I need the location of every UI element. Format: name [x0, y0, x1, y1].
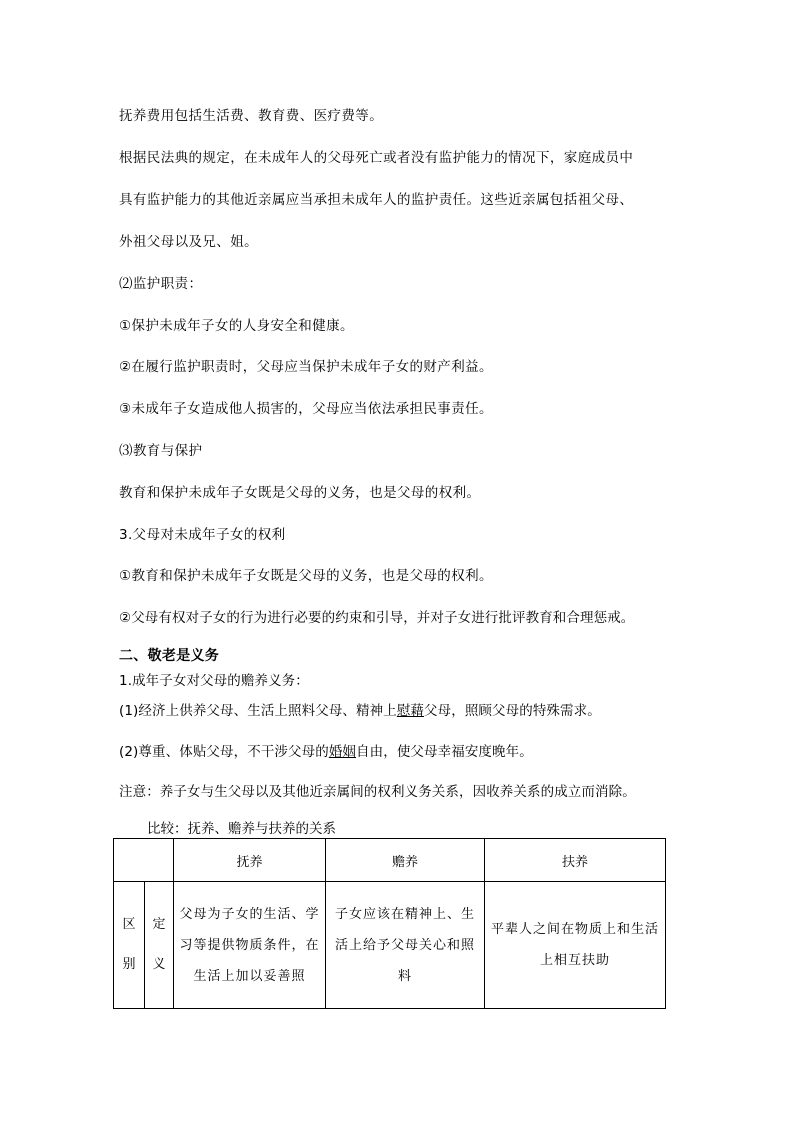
- underlined-word: 婚姻: [328, 744, 357, 760]
- paragraph-note: 注意：养子女与生父母以及其他近亲属间的权利义务关系，因收养关系的成立而消除。: [119, 784, 636, 800]
- list-item-support-2: (2)尊重、体贴父母，不干涉父母的婚姻自由，使父母幸福安度晚年。: [119, 744, 533, 760]
- paragraph-civil-code-1: 根据民法典的规定，在未成年人的父母死亡或者没有监护能力的情况下，家庭成员中: [119, 150, 634, 166]
- paragraph-civil-code-3: 外祖父母以及兄、姐。: [119, 234, 258, 250]
- paragraph-support-costs: 抚养费用包括生活费、教育费、医疗费等。: [119, 108, 384, 124]
- row-label-definition: 定义: [145, 882, 174, 1009]
- subheading-guardian-duties: ⑵监护职责：: [119, 276, 203, 292]
- table-header-cell: 扶养: [485, 839, 666, 882]
- underlined-word: 慰藉: [396, 703, 425, 719]
- paragraph-support-duty: 1.成年子女对父母的赡养义务：: [119, 673, 309, 689]
- section-heading-elder-care: 二、敬老是义务: [119, 648, 220, 664]
- comparison-table: [113, 838, 666, 1009]
- table-row: [114, 882, 666, 1009]
- table-header-cell: 赡养: [326, 839, 485, 882]
- list-item-support-1: (1)经济上供养父母、生活上照料父母、精神上慰藉父母，照顾父母的特殊需求。: [119, 703, 601, 719]
- list-item-duty-3: ③未成年子女造成他人损害的，父母应当依法承担民事责任。: [119, 401, 493, 417]
- table-cell: 子女应该在精神上、生活上给予父母关心和照料: [326, 882, 485, 1009]
- table-cell: 平辈人之间在物质上和生活上相互扶助: [485, 882, 666, 1009]
- list-item-right-1: ①教育和保护未成年子女既是父母的义务，也是父母的权利。: [119, 568, 493, 584]
- subheading-parent-rights: 3.父母对未成年子女的权利: [119, 527, 286, 543]
- row-label-difference: 区别: [114, 882, 145, 1009]
- list-item-duty-1: ①保护未成年子女的人身安全和健康。: [119, 318, 354, 334]
- subheading-education: ⑶教育与保护: [119, 443, 203, 459]
- list-item-right-2: ②父母有权对子女的行为进行必要的约束和引导，并对子女进行批评教育和合理惩戒。: [119, 610, 635, 626]
- list-item-duty-2: ②在履行监护职责时，父母应当保护未成年子女的财产利益。: [119, 359, 493, 375]
- paragraph-civil-code-2: 具有监护能力的其他近亲属应当承担未成年人的监护责任。这些近亲属包括祖父母、: [119, 192, 634, 208]
- table-cell: 父母为子女的生活、学习等提供物质条件，在生活上加以妥善照: [174, 882, 326, 1009]
- table-header-cell: 抚养: [174, 839, 326, 882]
- table-caption: 比较：抚养、赡养与扶养的关系: [147, 821, 336, 837]
- table-header-row: [114, 839, 666, 882]
- table-corner-cell: [114, 839, 174, 882]
- paragraph-education: 教育和保护未成年子女既是父母的义务，也是父母的权利。: [119, 485, 481, 501]
